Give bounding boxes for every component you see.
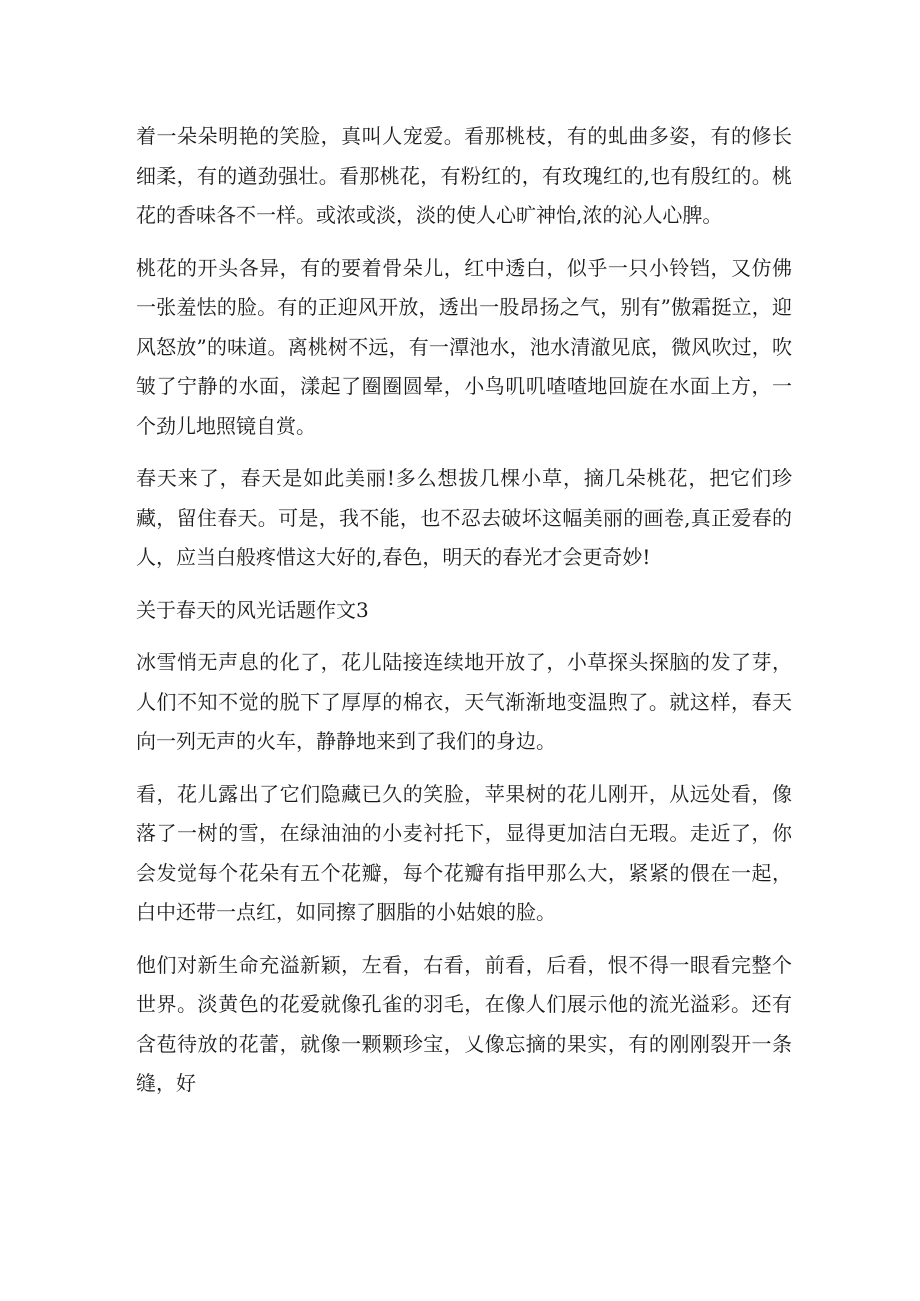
paragraph: 桃花的开头各异，有的要着骨朵儿，红中透白，似乎一只小铃铛，又仿佛一张羞怯的脸。有的正迎风开放，透出一股昂扬之气，别有”傲霜挺立，迎风怒放”的味道。离桃树不远，有一潭池水，池水清澈见底，微风吹过，吹皱了宁静的水面，漾起了圈圈圆晕，小鸟叽叽喳喳地回旋在水面上方，一个劲儿地照镜自赏。: [136, 255, 792, 438]
paragraph: 春天来了，春天是如此美丽!多么想拔几棵小草，摘几朵桃花，把它们珍藏，留住春天。可是，我不能，也不忍去破坏这幅美丽的画卷,真正爱春的人，应当白般疼惜这大好的,春色，明天的春光才会更奇妙!: [136, 466, 792, 569]
paragraph: 他们对新生命充溢新颖，左看，右看，前看，后看，恨不得一眼看完整个世界。淡黄色的花爱就像孔雀的羽毛，在像人们展示他的流光溢彩。还有含苞待放的花蕾，就像一颗颗珍宝，乂像忘摘的果实，有的刚刚裂开一条缝，好: [136, 952, 792, 1095]
section-heading: 关于春天的风光话题作文3: [136, 597, 369, 622]
document-body: [136, 117, 792, 1117]
paragraph: 看，花儿露出了它们隐藏已久的笑脸，苹果树的花儿刚开，从远处看，像落了一树的雪，在绿油油的小麦衬托下，显得更加洁白无瑕。走近了，你会发觉每个花朵有五个花瓣，每个花瓣有指甲那么大，紧紧的偎在一起，白中还带一点红，如同擦了胭脂的小姑娘的脸。: [136, 781, 792, 924]
paragraph: 冰雪悄无声息的化了，花儿陆接连续地开放了，小草探头探脑的发了芽，人们不知不觉的脱下了厚厚的棉衣，天气渐渐地变温煦了。就这样，春天向一列无声的火车，静静地来到了我们的身边。: [136, 650, 792, 753]
paragraph: 着一朵朵明艳的笑脸，真叫人宠爱。看那桃枝，有的虬曲多姿，有的修长细柔，有的遒劲强壮。看那桃花，有粉红的，有玫瑰红的,也有殷红的。桃花的香味各不一样。或浓或淡，淡的使人心旷神怡,浓的沁人心脾。: [136, 124, 792, 227]
